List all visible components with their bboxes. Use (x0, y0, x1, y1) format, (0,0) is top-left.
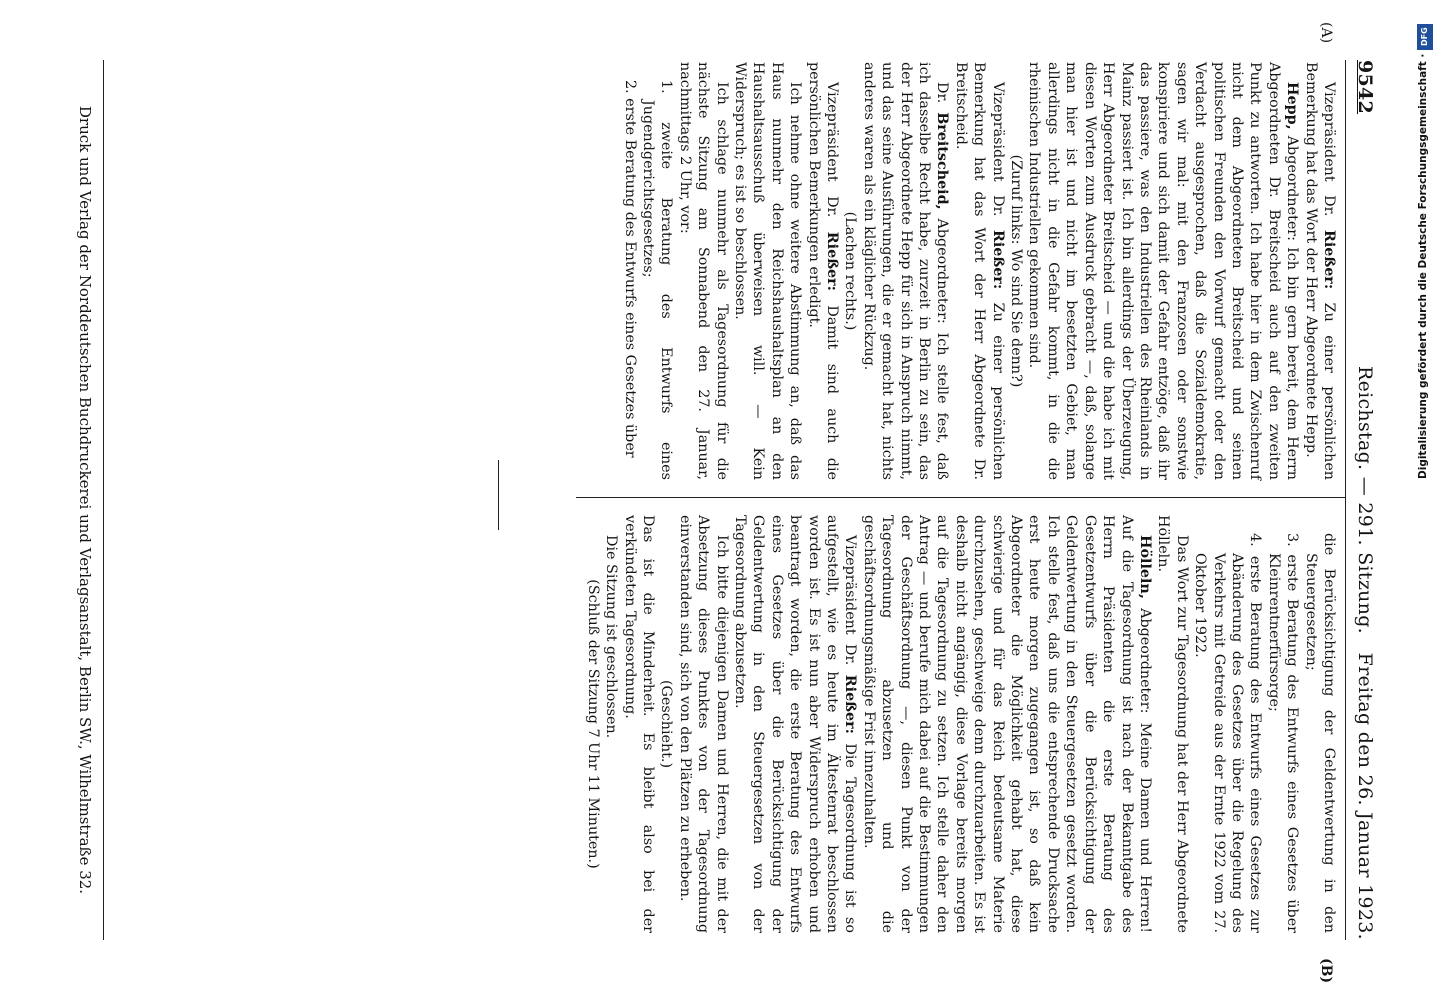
paragraph-text: Dr. (934, 82, 951, 113)
paragraph-text: Vizepräsident Dr. (824, 82, 841, 232)
paragraph-text: Abgeordneter: Meine Damen und Herren! Auf die Tagesordnung ist nach der Bekanntgabe des Herrn Präsidenten die erste Beratung des Gesetzentwurfs über die Berücksichtigung der Geldentwertung in den Steuergesetzen gesetzt worden. Ich stelle fest, daß uns die entsprechende Drucksache erst heute morgen zugegangen ist, so daß kein Abgeordneter die Möglichkeit gehabt hat, diese schwierige und für das Reich bedeutsame Materie durchzusehen, geschweige denn durchzuarbeiten. Es ist deshalb nicht angängig, diese Vorlage bereits morgen auf die Tagesordnung zu setzen. Ich stelle daher den Antrag — und berufe mich dabei auf die Bestimmungen der Geschäftsordnung —, diesen Punkt von der Tagesordnung abzusetzen und die geschäftsordnungsmäßige Frist innezuhalten. (860, 515, 1153, 933)
paragraph: 3. erste Beratung des Entwurfs eines Gesetzes über Kleinrentnerfürsorge; (1265, 533, 1301, 933)
speaker-name: Rießer: (1321, 229, 1337, 290)
paragraph-text: Vizepräsident Dr. (1321, 82, 1337, 230)
imprint-rule (103, 60, 104, 940)
speaker-name: Rießer: (989, 229, 1006, 290)
dfg-logo: DFG (1417, 24, 1433, 50)
paragraph: 2. erste Beratung des Entwurfs eines Gesetzes über (621, 80, 638, 458)
page-header (1346, 60, 1376, 940)
paragraph (859, 515, 1154, 933)
speaker-name: Hepp, (1284, 82, 1301, 130)
paragraph-text: Damit sind auch die persönlichen Bemerkungen erledigt. (805, 62, 841, 480)
speaker-name: Rießer: (824, 231, 841, 291)
paragraph: Das ist die Minderheit. Es bleibt also bei der verkündeten Tagesordnung. (621, 515, 656, 933)
paragraph-text: Zu einer persönlichen Bemerkung hat das Wort der Herr Abgeordnete Dr. Breitscheid. (952, 62, 1006, 480)
paragraph-text: Die Tagesordnung ist so aufgestellt, wie es heute im Ältestenrat beschlossen worden ist. Es ist nun aber Widerspruch erhoben und beantragt worden, die erste Beratung des Entwurfs eines Gesetzes über die Berücksichtigung der Geldentwertung in den Steuergesetzen von der Tagesordnung abzusetzen. (732, 515, 859, 933)
paragraph: Die Sitzung ist geschlossen. (603, 535, 620, 739)
paragraph (1301, 62, 1338, 480)
paragraph: (Zuruf links: Wo sind Sie denn?) (1008, 154, 1025, 388)
credit-text: Digitalisierung gefördert durch die Deutsche Forschungsgemeinschaft · (1417, 54, 1429, 480)
margin-marker-b: (B) (1318, 958, 1334, 984)
paragraph: Das Wort zur Tagesordnung hat der Herr Abgeordnete Hölleln. (1155, 515, 1190, 933)
paragraph: 4. erste Beratung des Entwurfs eines Gesetzes zur Abänderung des Gesetzes über die Regelung des Verkehrs mit Getreide aus der Ernte 1922 vom 27. Oktober 1922. (1192, 533, 1264, 933)
paragraph: 1. zweite Beratung des Entwurfs eines Jugendgerichtsgesetzes; (639, 80, 675, 480)
session-title: Reichstag. — 291. Sitzung. (1354, 365, 1376, 635)
paragraph: Ich nehme ohne weitere Abstimmung an, daß das Haus nunmehr den Reichshaushaltsplan an den Haushaltsausschuß überweisen will. — Kein Widerspruch; es ist so beschlossen. (732, 62, 804, 480)
margin-marker-a: (A) (1318, 22, 1334, 44)
paragraph: die Berücksichtigung der Geldentwertung in den Steuergesetzen; (1302, 533, 1337, 933)
paragraph (804, 62, 841, 480)
paragraph-text: Zu einer persönlichen Bemerkung hat das Wort der Herr Abgeordnete Hepp. (1302, 62, 1337, 480)
speaker-name: Rießer: (842, 674, 859, 734)
printer-imprint: Druck und Verlag der Norddeutschen Buchdruckerei und Verlagsanstalt, Berlin SW., Wilhelmstraße 32. (76, 105, 94, 895)
paragraph (951, 62, 1006, 480)
paragraph-text: Abgeordneter: Ich stelle fest, daß ich dasselbe Recht habe, zurzeit in Berlin zu sein, das der Herr Abgeordnete Hepp für sich in Anspruch nimmt, und das seine Ausführungen, die er gemacht hat, nichts anderes waren als ein kläglicher Rückzug. (860, 62, 951, 480)
paragraph: Ich schlage nunmehr als Tagesordnung für die nächste Sitzung am Sonnabend den 27. Januar, nachmittags 2 Uhr, vor: (676, 62, 730, 480)
paragraph (731, 515, 860, 933)
paragraph-text: Vizepräsident Dr. (842, 535, 859, 675)
right-column (583, 515, 1338, 933)
paragraph-text: Vizepräsident Dr. (989, 82, 1006, 230)
paragraph: (Geschieht.) (658, 679, 675, 769)
digitization-credit (1417, 24, 1434, 904)
column-divider (576, 497, 1346, 498)
page-number: 9542 (1354, 60, 1376, 115)
paragraph: Ich bitte diejenigen Damen und Herren, die mit der Absetzung dieses Punktes von der Tagesordnung einverstanden sind, sich von den Plätzen zu erheben. (676, 515, 730, 933)
paragraph: (Schluß der Sitzung 7 Uhr 11 Minuten.) (584, 579, 601, 869)
paragraph (859, 62, 951, 480)
paragraph (1025, 62, 1301, 480)
paragraph-text: Abgeordneter: Ich bin gern bereit, dem Herrn Abgeordneten Dr. Breitscheid auch auf den zweiten Punkt zu antworten. Ich habe hier in dem Zwischenruf nicht dem Abgeordneten Breitscheid und seinen politischen Freunden den Vorwurf gemacht oder den Verdacht ausgesprochen, daß die Sozialdemokratie, sagen wir mal: mit den Franzosen oder sonstwie konspiriere und sich damit der Gefahr entzöge, daß ihr das passiere, was den Industriellen des Rheinlands in Mainz passiert ist. Ich bin allerdings der Überzeugung, Herr Abgeordneter Breitscheid — und die habe ich mit diesen Worten zum Ausdruck gebracht —, daß, solange man hier ist und nicht im besetzten Gebiet, man allerdings nicht in die Gefahr kommt, in die die rheinischen Industriellen gekommen sind. (1026, 62, 1301, 480)
speaker-name: Breitscheid, (934, 112, 951, 210)
speaker-name: Hölleln, (1136, 535, 1153, 599)
left-column (620, 62, 1338, 480)
paragraph: (Lachen rechts.) (842, 211, 859, 331)
end-rule (498, 460, 499, 530)
session-date: Freitag den 26. Januar 1923. (1354, 652, 1376, 940)
header-rule (1345, 60, 1346, 940)
